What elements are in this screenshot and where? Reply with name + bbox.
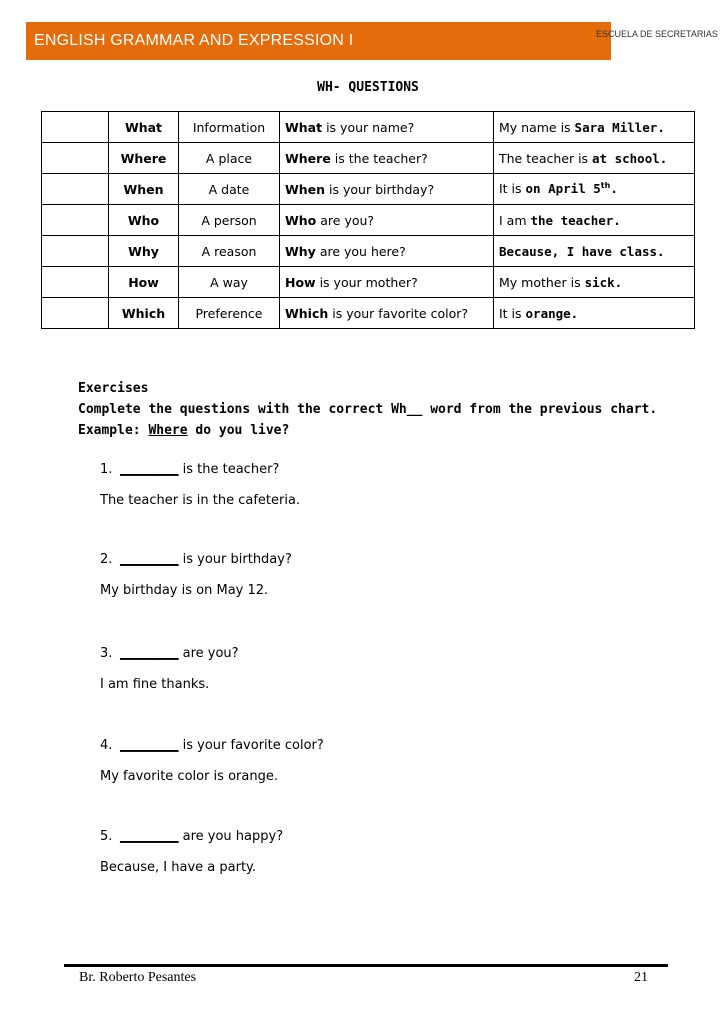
exercise-question [100,738,324,753]
meaning-cell: A place [179,143,280,174]
question-text: are you here? [315,243,406,259]
exercise-answer: My birthday is on May 12. [100,583,269,598]
header-title: ENGLISH GRAMMAR AND EXPRESSION I [34,32,354,49]
question-cell [280,143,494,174]
question-text: is your mother? [315,274,418,290]
wh-word-cell: What [109,112,179,143]
spacer-cell [42,205,109,236]
exercises-heading: Exercises [78,381,149,396]
answer-cell [494,236,695,267]
answer-text: I am [499,212,531,228]
question-text: is your birthday? [325,181,435,197]
question-cell [280,236,494,267]
question-wh-word: Which [285,305,329,321]
exercise-answer: My favorite color is orange. [100,769,278,784]
wh-word-cell: Why [109,236,179,267]
answer-tail: . [657,119,665,135]
exercise-question [100,462,279,477]
question-cell [280,205,494,236]
answer-cell [494,267,695,298]
question-wh-word: Where [285,150,331,166]
exercise-question-text: is the teacher? [178,462,280,477]
answer-cell [494,205,695,236]
meaning-cell: Preference [179,298,280,329]
footer-author: Br. Roberto Pesantes [79,970,197,985]
exercises-instruction: Complete the questions with the correct Wh__ word from the previous chart. [78,402,658,417]
wh-word-cell: Which [109,298,179,329]
question-cell [280,174,494,205]
spacer-cell [42,236,109,267]
exercise-answer: The teacher is in the cafeteria. [100,493,301,508]
page-title: WH- QUESTIONS [317,80,419,95]
example-word: Where [148,423,188,438]
answer-cell [494,298,695,329]
exercises-example: Example: Where do you live? [78,423,290,438]
meaning-cell: A way [179,267,280,298]
exercise-question [100,829,283,844]
exercise-number: 1. [100,462,113,477]
table-row [42,112,695,143]
question-text: is the teacher? [330,150,428,166]
spacer-cell [42,174,109,205]
answer-blank[interactable]: _________ [120,738,179,753]
answer-text: My name is [499,119,575,135]
wh-word-cell: When [109,174,179,205]
question-wh-word: How [285,274,316,290]
exercise-number: 5. [100,829,113,844]
question-wh-word: When [285,181,326,197]
exercise-question-text: are you? [178,646,239,661]
header-school: ESCUELA DE SECRETARIAS [596,29,718,39]
question-cell [280,298,494,329]
table-row [42,236,695,267]
question-cell [280,112,494,143]
exercises-block [78,378,657,441]
exercise-answer: Because, I have a party. [100,860,257,875]
answer-bold: at school. [592,150,668,166]
spacer-cell [42,267,109,298]
answer-bold: Because, I have class. [499,243,665,259]
answer-cell [494,112,695,143]
meaning-cell: A date [179,174,280,205]
question-text: are you? [316,212,375,228]
answer-cell [494,174,695,205]
answer-text: The teacher is [499,150,593,166]
answer-text: It is [499,305,526,321]
answer-bold: the teacher. [530,212,621,228]
exercise-question-text: is your favorite color? [178,738,324,753]
spacer-cell [42,143,109,174]
header-bar [26,22,706,60]
question-text: is your favorite color? [328,305,468,321]
exercise-number: 2. [100,552,113,567]
answer-blank[interactable]: _________ [120,552,179,567]
question-text: is your name? [322,119,415,135]
exercise-question [100,552,292,567]
wh-word-cell: Who [109,205,179,236]
answer-blank[interactable]: _________ [120,646,179,661]
answer-tail: . [610,181,618,197]
exercise-number: 3. [100,646,113,661]
meaning-cell: A person [179,205,280,236]
question-wh-word: Why [285,243,316,259]
wh-table [41,111,695,329]
answer-text: My mother is [499,274,585,290]
answer-text: It is [499,181,526,197]
wh-word-cell: How [109,267,179,298]
table-row [42,267,695,298]
page-number: 21 [634,970,648,985]
answer-bold: Sara Miller [574,119,658,135]
exercise-question-text: is your birthday? [178,552,292,567]
footer-divider [64,964,668,967]
header-school-box [609,22,706,60]
table-row [42,174,695,205]
answer-superscript: th [600,181,611,191]
answer-bold: on April 5 [525,181,601,197]
wh-word-cell: Where [109,143,179,174]
exercise-answer: I am fine thanks. [100,677,210,692]
exercise-question-text: are you happy? [178,829,284,844]
table-row [42,143,695,174]
meaning-cell: A reason [179,236,280,267]
answer-bold: orange. [525,305,579,321]
answer-blank[interactable]: _________ [120,462,179,477]
answer-blank[interactable]: _________ [120,829,179,844]
answer-bold: sick. [584,274,623,290]
answer-cell [494,143,695,174]
exercise-number: 4. [100,738,113,753]
question-cell [280,267,494,298]
question-wh-word: Who [285,212,317,228]
question-wh-word: What [285,119,323,135]
spacer-cell [42,298,109,329]
table-row [42,298,695,329]
meaning-cell: Information [179,112,280,143]
exercise-question [100,646,239,661]
spacer-cell [42,112,109,143]
table-row [42,205,695,236]
